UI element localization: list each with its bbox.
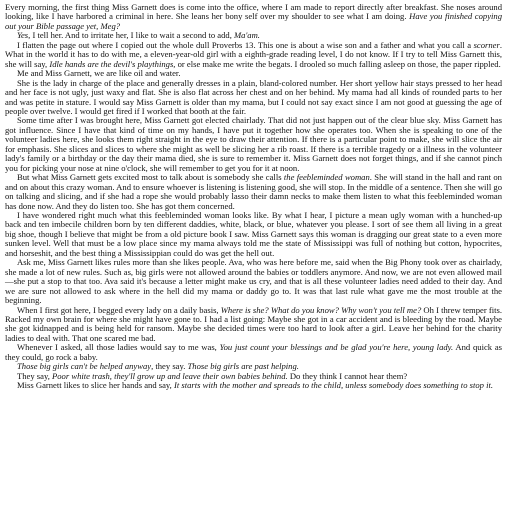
italic-text-run: Yes: [17, 30, 29, 41]
italic-text-run: Poor white trash, they'll grow up and leave their own babies behind.: [52, 370, 288, 381]
text-run: I have wondered right much what this feebleminded woman looks like. By what I hear, I picture a mean ugly woman with a hunched-up back and ten imbecile children born by ten different daddies, white, black, or blue, whatever you please. I sort of see them all living in a great big shoe, though I believe that might be from a old picture book I saw. Miss Garnett says this woman is dragging our great state to a even more sunken level. Well that must be a low place since my mama always told me the state of Mississippi was full of nothing but cotton, hypocrites, and horseshit, and the best thing a Mississippian could do was get the hell out.: [5, 209, 502, 258]
italic-text-run: You just count your blessings and be glad you're here, young lady.: [219, 342, 454, 353]
text-run: Miss Garnett likes to slice her hands and say,: [17, 380, 174, 391]
text-run: They say,: [17, 370, 52, 381]
paragraph-1: [5, 3, 502, 31]
italic-text-run: Idle hands are the devil's playthings: [49, 58, 174, 69]
text-run: And quick as they could, go rock a baby.: [5, 342, 502, 362]
italic-text-run: It starts with the mother and spreads to the child, unless somebody does something to stop it.: [173, 380, 494, 391]
italic-text-run: Have you finished copying out your Bible passage yet, Meg?: [5, 11, 503, 31]
text-run: But what Miss Garnett gets excited most to talk about is somebody she calls: [17, 172, 284, 183]
paragraph-10: [5, 306, 502, 344]
paragraph-7: [5, 173, 502, 211]
italic-text-run: Ma'am.: [234, 30, 260, 41]
text-run: , or else make me write the begats. I drooled so much falling asleep on those, the paper rippled.: [173, 58, 501, 69]
paragraph-3: [5, 41, 502, 69]
text-run: Do they think I cannot hear them?: [287, 370, 408, 381]
text-run: When I first got here, I begged every lady on a daily basis,: [17, 304, 221, 315]
text-run: . What in the world it has to do with me, a eleven-year-old girl with a eighth-grade reading level, I do not know. If I try to tell Miss Garnett this, she will say,: [5, 39, 502, 69]
italic-text-run: scorner: [473, 39, 500, 50]
paragraph-9: [5, 258, 502, 305]
paragraph-8: [5, 211, 502, 258]
paragraph-6: [5, 116, 502, 173]
text-run: I flatten the page out where I copied out the whole dull Proverbs 13. This one is about a wise son and a father and what you call a: [17, 39, 474, 50]
paragraph-5: [5, 79, 502, 117]
text-run: Whenever I asked, all those ladies would say to me was,: [17, 342, 220, 353]
text-run: . She will stand in the hall and rant on and on about this crazy woman. And to ensure whoever is listening is listening good, she will stop. In the middle of a sentence. Then she will go on talking and slicing, and if she had a rope she would probably lasso their damn necks to make them listen to what this feebleminded woman has done now. And they do listen too. She has got them concerned.: [5, 172, 502, 211]
text-run: Some time after I was brought here, Miss Garnett got elected chairlady. That did not just happen out of the clear blue sky. Miss Garnett has got influence. Since I have that kind of time on my hands, I have put it together how she operates too. When she is speaking to one of the volunteer ladies here, she looks them right straight in the eye to draw their attention. If there is a particular point to make, she will slice the air for emphasis. She slices and slices to where she might as well be slicing her a rib roast. If there is a terrible tragedy or a illness in the volunteer lady's family or a birthday or the day their mama died, she is sure to remember it. Miss Garnett does not forget things, and if she cannot pinch you for picking your nose at nine o'clock, she will remember to get you for it at noon.: [5, 115, 502, 173]
text-run: Ask me, Miss Garnett likes rules more than she likes people. Ava, who was here before me, said when the Big Phony took over as chairlady, she made a lot of new rules. Such as, big girls were not allowed around the babies or toddlers anymore. And now, we are not even allowed mail—she put a stop to that too. Ava said it's because a letter might make us cry, and that is all these volunteer ladies need added to their day. And we are sure not allowed to ask where in the hell did my mama or daddy go to. It was that last rule what gave me the most trouble at the beginning.: [5, 257, 502, 306]
text-run: Every morning, the first thing Miss Garnett does is come into the office, where I am made to report directly after breakfast. She noses around looking, like I have harbored a criminal in here. She leans her bony self over my shoulder to see what I am doing.: [5, 2, 502, 22]
text-run: , I tell her. And to irritate her, I like to wait a second to add,: [28, 30, 235, 41]
italic-text-run: Those big girls are past helping.: [187, 361, 299, 372]
paragraph-11: [5, 343, 502, 362]
paragraph-14: [5, 381, 502, 390]
text-run: Me and Miss Garnett, we are like oil and water.: [17, 68, 181, 79]
italic-text-run: Those big girls can't be helped anyway: [17, 361, 152, 372]
italic-text-run: Where is she? What do you know? Why won't you tell me?: [220, 304, 422, 315]
text-run: Oh I threw temper fits. Racked my own brain for where she might have gone to. I had a list going: Maybe she got in a car accident and is bleeding by the road. Maybe she got kidnapped and is being held for ransom. Maybe she decided times were too hard to look after a girl. Leave her behind for the charity ladies to deal with. That one scared me bad.: [5, 304, 502, 343]
text-run: She is the lady in charge of the place and generally dresses in a plain, bland-colored number. Her short yellow hair stays pressed to her head and her face is not ugly, just waxy and flat. She is also flat across her chest and on her behind. My mama had all kinds of rounded parts to her and was petite in stature. I would say Miss Garnett is older than my mama, but I could not say exact since I am not good at guessing the age of people over twelve. I would get fired if I worked that booth at the fair.: [5, 77, 502, 116]
italic-text-run: the feebleminded woman: [283, 172, 370, 183]
text-run: , they say.: [151, 361, 188, 372]
